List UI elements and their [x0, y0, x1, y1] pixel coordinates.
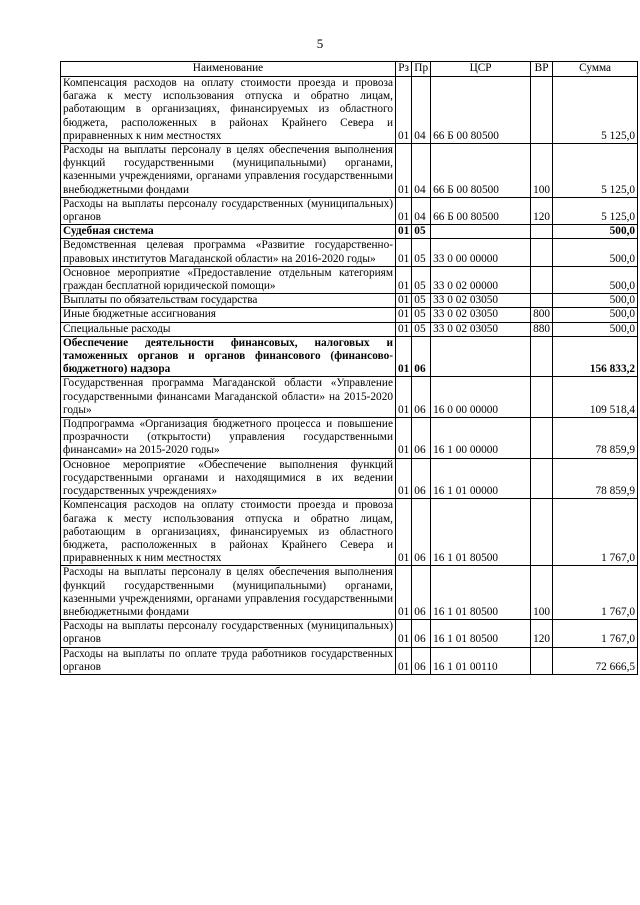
cell-rz: 01 — [396, 308, 412, 322]
cell-pr: 05 — [412, 308, 431, 322]
cell-csr: 16 1 00 00000 — [431, 418, 531, 459]
cell-csr: 16 0 00 00000 — [431, 377, 531, 418]
cell-csr: 16 1 01 00110 — [431, 647, 531, 674]
cell-rz: 01 — [396, 144, 412, 198]
cell-rz: 01 — [396, 499, 412, 566]
cell-sum: 5 125,0 — [553, 77, 638, 144]
cell-csr: 33 0 00 00000 — [431, 239, 531, 266]
cell-vr: 100 — [531, 566, 553, 620]
cell-pr: 06 — [412, 336, 431, 377]
cell-vr — [531, 77, 553, 144]
cell-vr — [531, 377, 553, 418]
cell-pr: 05 — [412, 266, 431, 293]
cell-name: Специальные расходы — [61, 322, 396, 336]
cell-sum: 1 767,0 — [553, 620, 638, 647]
cell-name: Ведомственная целевая программа «Развитие государственно-правовых институтов Магаданской области» на 2016-2020 годы» — [61, 239, 396, 266]
column-header-name: Наименование — [61, 62, 396, 77]
cell-vr: 120 — [531, 197, 553, 224]
cell-rz: 01 — [396, 225, 412, 239]
cell-sum: 72 666,5 — [553, 647, 638, 674]
cell-rz: 01 — [396, 294, 412, 308]
cell-csr — [431, 336, 531, 377]
table-row — [61, 458, 638, 499]
table-row — [61, 377, 638, 418]
cell-name: Расходы на выплаты по оплате труда работников государственных органов — [61, 647, 396, 674]
cell-name: Выплаты по обязательствам государства — [61, 294, 396, 308]
cell-sum: 1 767,0 — [553, 499, 638, 566]
cell-vr — [531, 266, 553, 293]
cell-pr: 04 — [412, 197, 431, 224]
cell-pr: 06 — [412, 499, 431, 566]
cell-vr — [531, 458, 553, 499]
cell-vr — [531, 225, 553, 239]
cell-csr: 33 0 02 03050 — [431, 308, 531, 322]
column-header-sum: Сумма — [553, 62, 638, 77]
cell-sum: 500,0 — [553, 266, 638, 293]
table-row — [61, 620, 638, 647]
cell-sum: 109 518,4 — [553, 377, 638, 418]
cell-sum: 5 125,0 — [553, 144, 638, 198]
cell-sum: 500,0 — [553, 225, 638, 239]
column-header-pr: Пр — [412, 62, 431, 77]
cell-sum: 78 859,9 — [553, 458, 638, 499]
table-row — [61, 239, 638, 266]
cell-vr: 800 — [531, 308, 553, 322]
cell-name: Государственная программа Магаданской области «Управление государственными финансами Магаданской области» на 2015-2020 годы» — [61, 377, 396, 418]
cell-vr — [531, 418, 553, 459]
cell-rz: 01 — [396, 566, 412, 620]
cell-name: Основное мероприятие «Предоставление отдельным категориям граждан бесплатной юридической помощи» — [61, 266, 396, 293]
cell-pr: 06 — [412, 647, 431, 674]
cell-rz: 01 — [396, 266, 412, 293]
table-row — [61, 197, 638, 224]
cell-csr: 66 Б 00 80500 — [431, 197, 531, 224]
cell-pr: 06 — [412, 458, 431, 499]
cell-rz: 01 — [396, 620, 412, 647]
column-header-vr: ВР — [531, 62, 553, 77]
cell-vr — [531, 239, 553, 266]
cell-sum: 500,0 — [553, 322, 638, 336]
table-header-row — [61, 62, 638, 77]
cell-csr: 66 Б 00 80500 — [431, 77, 531, 144]
cell-pr: 04 — [412, 144, 431, 198]
cell-name: Компенсация расходов на оплату стоимости проезда и провоза багажа к месту использования отпуска и обратно лицам, работающим в организациях, финансируемых из областного бюджета, расположенных в районах Крайнего Севера и приравненных к ним местностях — [61, 499, 396, 566]
cell-csr: 16 1 01 80500 — [431, 566, 531, 620]
table-row — [61, 647, 638, 674]
cell-csr: 16 1 01 00000 — [431, 458, 531, 499]
cell-pr: 05 — [412, 294, 431, 308]
cell-name: Расходы на выплаты персоналу в целях обеспечения выполнения функций государственными (муниципальными) органами, казенными учреждениями, органами управления государственными внебюджетными фондами — [61, 566, 396, 620]
table-row — [61, 77, 638, 144]
cell-pr: 04 — [412, 77, 431, 144]
cell-pr: 06 — [412, 566, 431, 620]
cell-name: Расходы на выплаты персоналу государственных (муниципальных) органов — [61, 197, 396, 224]
cell-rz: 01 — [396, 77, 412, 144]
cell-name: Расходы на выплаты персоналу в целях обеспечения выполнения функций государственными (муниципальными) органами, казенными учреждениями, органами управления государственными внебюджетными фондами — [61, 144, 396, 198]
table-row — [61, 336, 638, 377]
table-row — [61, 322, 638, 336]
cell-vr — [531, 499, 553, 566]
cell-vr: 120 — [531, 620, 553, 647]
cell-sum: 500,0 — [553, 308, 638, 322]
cell-name: Иные бюджетные ассигнования — [61, 308, 396, 322]
cell-csr: 16 1 01 80500 — [431, 499, 531, 566]
cell-name: Расходы на выплаты персоналу государственных (муниципальных) органов — [61, 620, 396, 647]
table-body — [61, 77, 638, 675]
cell-pr: 05 — [412, 239, 431, 266]
cell-rz: 01 — [396, 197, 412, 224]
cell-sum: 1 767,0 — [553, 566, 638, 620]
cell-vr: 100 — [531, 144, 553, 198]
cell-pr: 06 — [412, 620, 431, 647]
cell-name: Компенсация расходов на оплату стоимости проезда и провоза багажа к месту использования отпуска и обратно лицам, работающим в организациях, финансируемых из областного бюджета, расположенных в районах Крайнего Севера и приравненных к ним местностях — [61, 77, 396, 144]
cell-name: Основное мероприятие «Обеспечение выполнения функций государственными органами и находящимися в их ведении государственных учреждениях» — [61, 458, 396, 499]
cell-rz: 01 — [396, 377, 412, 418]
cell-pr: 05 — [412, 225, 431, 239]
table-row — [61, 499, 638, 566]
cell-csr: 33 0 02 00000 — [431, 266, 531, 293]
cell-sum: 5 125,0 — [553, 197, 638, 224]
cell-rz: 01 — [396, 322, 412, 336]
table-row — [61, 566, 638, 620]
cell-csr: 16 1 01 80500 — [431, 620, 531, 647]
cell-sum: 78 859,9 — [553, 418, 638, 459]
cell-name: Обеспечение деятельности финансовых, налоговых и таможенных органов и органов финансового (финансово-бюджетного) надзора — [61, 336, 396, 377]
table-row — [61, 225, 638, 239]
cell-pr: 05 — [412, 322, 431, 336]
cell-rz: 01 — [396, 239, 412, 266]
cell-rz: 01 — [396, 418, 412, 459]
cell-pr: 06 — [412, 377, 431, 418]
cell-name: Подпрограмма «Организация бюджетного процесса и повышение прозрачности (открытости) управления государственными финансами» на 2015-2020 годы» — [61, 418, 396, 459]
table-row — [61, 294, 638, 308]
table-row — [61, 266, 638, 293]
cell-vr: 880 — [531, 322, 553, 336]
table-row — [61, 308, 638, 322]
cell-csr — [431, 225, 531, 239]
cell-name: Судебная система — [61, 225, 396, 239]
cell-csr: 33 0 02 03050 — [431, 322, 531, 336]
budget-table — [60, 61, 638, 675]
table-row — [61, 144, 638, 198]
cell-sum: 500,0 — [553, 294, 638, 308]
cell-csr: 66 Б 00 80500 — [431, 144, 531, 198]
cell-rz: 01 — [396, 458, 412, 499]
cell-sum: 500,0 — [553, 239, 638, 266]
cell-vr — [531, 294, 553, 308]
cell-rz: 01 — [396, 647, 412, 674]
cell-pr: 06 — [412, 418, 431, 459]
table-row — [61, 418, 638, 459]
cell-vr — [531, 336, 553, 377]
cell-sum: 156 833,2 — [553, 336, 638, 377]
cell-rz: 01 — [396, 336, 412, 377]
column-header-rz: Рз — [396, 62, 412, 77]
column-header-csr: ЦСР — [431, 62, 531, 77]
cell-vr — [531, 647, 553, 674]
page-number: 5 — [316, 36, 324, 51]
cell-csr: 33 0 02 03050 — [431, 294, 531, 308]
